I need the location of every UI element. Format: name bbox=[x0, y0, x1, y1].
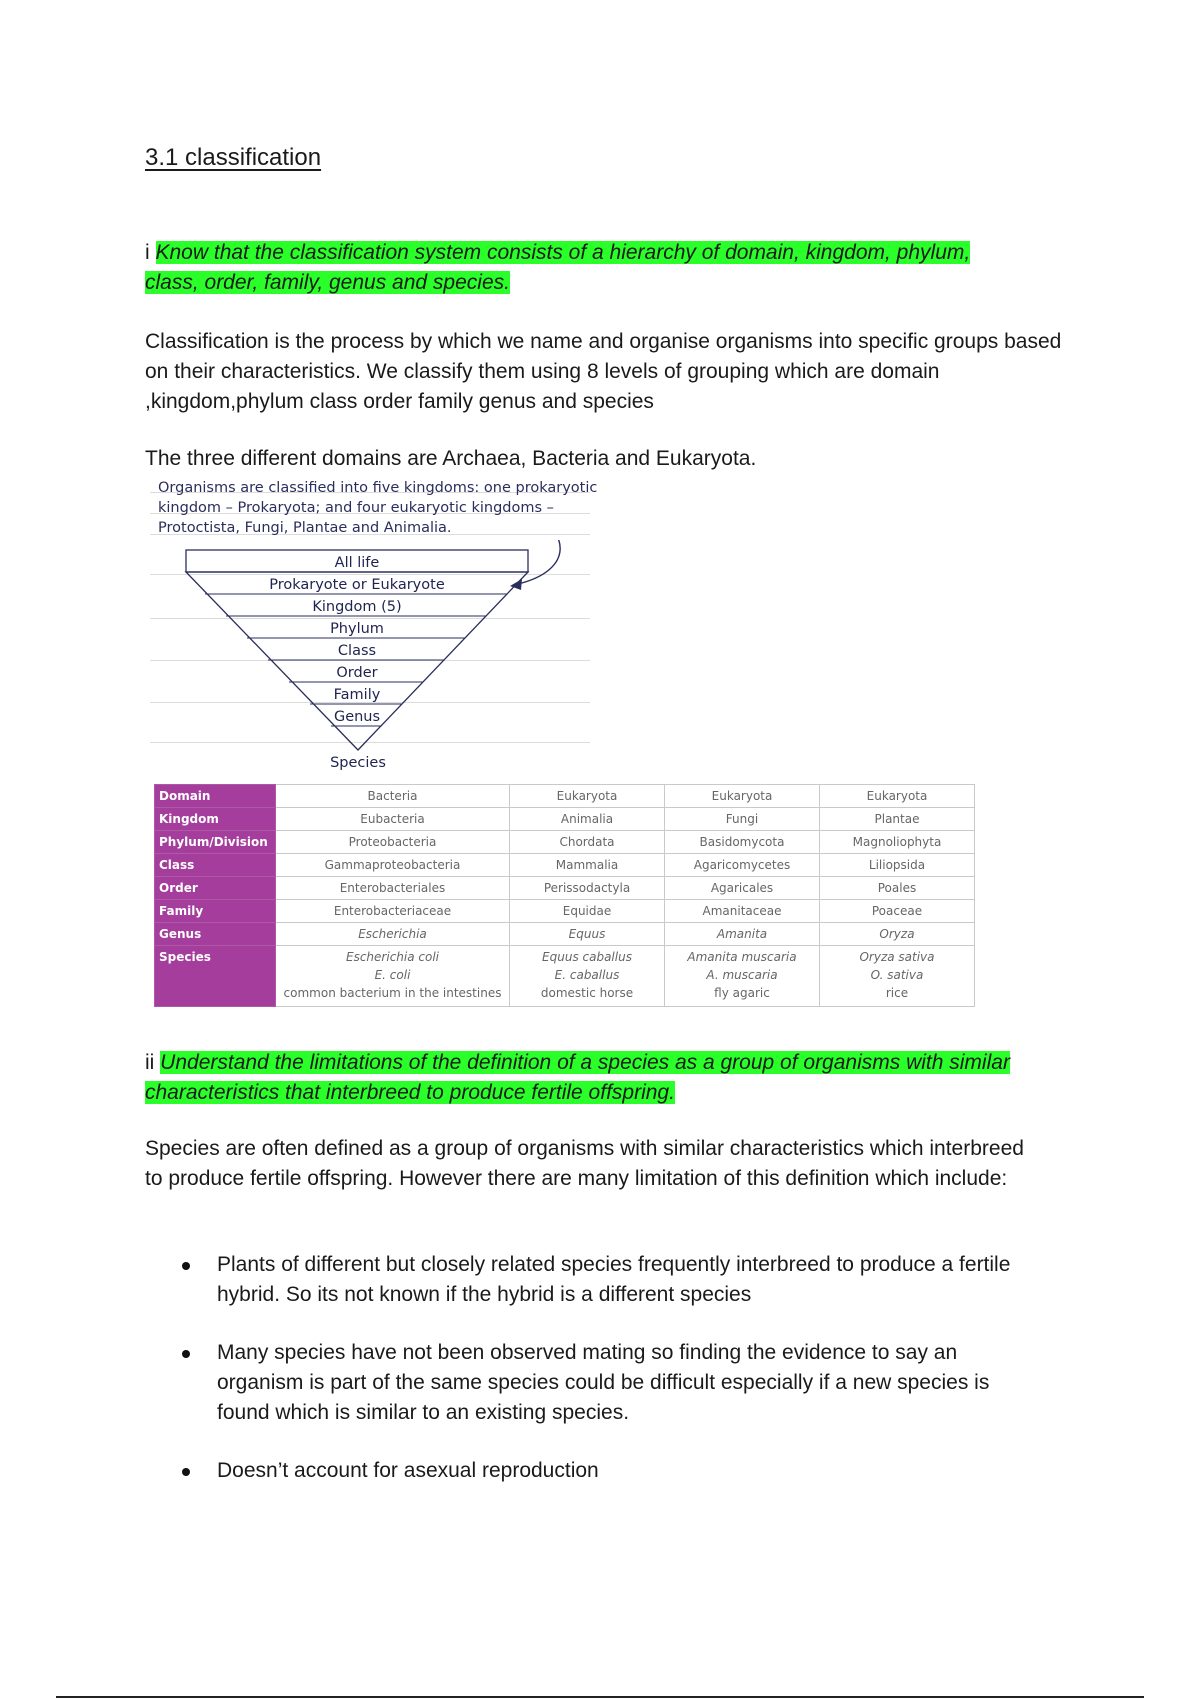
table-row bbox=[155, 900, 975, 923]
species-cell bbox=[665, 946, 820, 1007]
table-cell: Escherichia bbox=[276, 923, 510, 946]
domains-paragraph: The three different domains are Archaea, Bacteria and Eukaryota. bbox=[145, 447, 757, 470]
table-cell: Animalia bbox=[510, 808, 665, 831]
table-row bbox=[155, 785, 975, 808]
species-common: domestic horse bbox=[540, 986, 634, 1000]
hierarchy-level-label: Genus bbox=[333, 709, 381, 725]
table-cell: Proteobacteria bbox=[276, 831, 510, 854]
list-item bbox=[145, 1338, 1045, 1428]
objective-1-prefix: i bbox=[145, 241, 156, 264]
row-header: Phylum/Division bbox=[155, 831, 276, 854]
table-row bbox=[155, 877, 975, 900]
limitations-list bbox=[145, 1250, 1045, 1514]
footer-divider bbox=[56, 1696, 1144, 1698]
row-header: Kingdom bbox=[155, 808, 276, 831]
table-cell: Equidae bbox=[510, 900, 665, 923]
species-common: common bacterium in the intestines bbox=[283, 986, 502, 1000]
hierarchy-level-label: Prokaryote or Eukaryote bbox=[269, 577, 445, 593]
hierarchy-level-label: Kingdom (5) bbox=[312, 599, 402, 615]
table-row bbox=[155, 831, 975, 854]
bullet-icon bbox=[182, 1350, 190, 1358]
species-cell bbox=[510, 946, 665, 1007]
bullet-icon bbox=[182, 1468, 190, 1476]
species-common: rice bbox=[885, 986, 909, 1000]
table-cell: Eukaryota bbox=[510, 785, 665, 808]
hierarchy-level-label: Class bbox=[337, 643, 377, 659]
table-cell: Agaricomycetes bbox=[665, 854, 820, 877]
row-header: Domain bbox=[155, 785, 276, 808]
table-cell: Fungi bbox=[665, 808, 820, 831]
classification-table bbox=[154, 784, 975, 1007]
table-cell: Poaceae bbox=[820, 900, 975, 923]
objective-2-highlight: Understand the limitations of the definition of a species as a group of organisms with similar characteristics that interbreed to produce fertile offspring. bbox=[145, 1051, 1010, 1104]
species-sci: Equus caballus bbox=[542, 950, 632, 964]
row-header: Species bbox=[155, 946, 276, 1007]
table-row bbox=[155, 923, 975, 946]
hierarchy-level-label: Species bbox=[330, 755, 386, 771]
hierarchy-level-label: Phylum bbox=[330, 621, 384, 637]
table-cell: Amanitaceae bbox=[665, 900, 820, 923]
kingdoms-note: Organisms are classified into five kingdoms: one prokaryotic kingdom – Prokaryota; and four eukaryotic kingdoms – Protoctista, Fungi, Plantae and Animalia. bbox=[158, 480, 598, 536]
classification-paragraph: Classification is the process by which we name and organise organisms into specific groups based on their characteristics. We classify them using 8 levels of grouping which are domain ,kingdom,phylum class order family genus and species bbox=[145, 330, 1062, 413]
table-cell: Agaricales bbox=[665, 877, 820, 900]
species-common: fly agaric bbox=[714, 986, 770, 1000]
species-abbr: E. coli bbox=[374, 968, 411, 982]
species-cell bbox=[820, 946, 975, 1007]
learning-objective-2 bbox=[145, 1048, 1015, 1108]
table-row bbox=[155, 808, 975, 831]
species-definition-paragraph: Species are often defined as a group of organisms with similar characteristics which interbreed to produce fertile offspring. However there are many limitation of this definition which include: bbox=[145, 1137, 1024, 1190]
list-item bbox=[145, 1250, 1045, 1310]
hierarchy-level-label: Family bbox=[333, 687, 381, 703]
table-cell: Eubacteria bbox=[276, 808, 510, 831]
species-abbr: O. sativa bbox=[870, 968, 924, 982]
table-cell: Gammaproteobacteria bbox=[276, 854, 510, 877]
table-cell: Mammalia bbox=[510, 854, 665, 877]
table-cell: Bacteria bbox=[276, 785, 510, 808]
table-cell: Liliopsida bbox=[820, 854, 975, 877]
table-cell: Poales bbox=[820, 877, 975, 900]
list-item-text: Doesn’t account for asexual reproduction bbox=[217, 1459, 599, 1482]
species-sci: Amanita muscaria bbox=[687, 950, 797, 964]
row-header: Class bbox=[155, 854, 276, 877]
row-header: Genus bbox=[155, 923, 276, 946]
table-cell: Basidomycota bbox=[665, 831, 820, 854]
species-sci: Oryza sativa bbox=[859, 950, 935, 964]
table-cell: Perissodactyla bbox=[510, 877, 665, 900]
table-cell: Eukaryota bbox=[665, 785, 820, 808]
table-cell: Enterobacteriales bbox=[276, 877, 510, 900]
hierarchy-level-label: All life bbox=[334, 555, 380, 571]
page-title: 3.1 classification bbox=[145, 144, 322, 171]
row-header: Family bbox=[155, 900, 276, 923]
list-item bbox=[145, 1456, 1045, 1486]
curved-arrow bbox=[518, 540, 560, 584]
list-item-text: Plants of different but closely related species frequently interbreed to produce a fertile hybrid. So its not known if the hybrid is a different species bbox=[217, 1253, 1011, 1306]
learning-objective-1 bbox=[145, 238, 1025, 298]
table-cell: Equus bbox=[510, 923, 665, 946]
table-cell: Eukaryota bbox=[820, 785, 975, 808]
hierarchy-level-label: Order bbox=[336, 665, 378, 681]
species-abbr: E. caballus bbox=[554, 968, 620, 982]
species-abbr: A. muscaria bbox=[706, 968, 778, 982]
table-cell: Amanita bbox=[665, 923, 820, 946]
table-cell: Plantae bbox=[820, 808, 975, 831]
list-item-text: Many species have not been observed mating so finding the evidence to say an organism is part of the same species could be difficult especially if a new species is found which is similar to an existing species. bbox=[217, 1341, 990, 1424]
table-cell: Enterobacteriaceae bbox=[276, 900, 510, 923]
species-cell bbox=[276, 946, 510, 1007]
bullet-icon bbox=[182, 1262, 190, 1270]
table-cell: Chordata bbox=[510, 831, 665, 854]
table-row bbox=[155, 854, 975, 877]
table-cell: Magnoliophyta bbox=[820, 831, 975, 854]
objective-1-highlight: Know that the classification system consists of a hierarchy of domain, kingdom, phylum, class, order, family, genus and species. bbox=[145, 241, 971, 294]
row-header: Order bbox=[155, 877, 276, 900]
classification-hierarchy-diagram bbox=[150, 540, 610, 776]
species-sci: Escherichia coli bbox=[346, 950, 439, 964]
table-cell: Oryza bbox=[820, 923, 975, 946]
objective-2-prefix: ii bbox=[145, 1051, 161, 1074]
table-row-species bbox=[155, 946, 975, 1007]
